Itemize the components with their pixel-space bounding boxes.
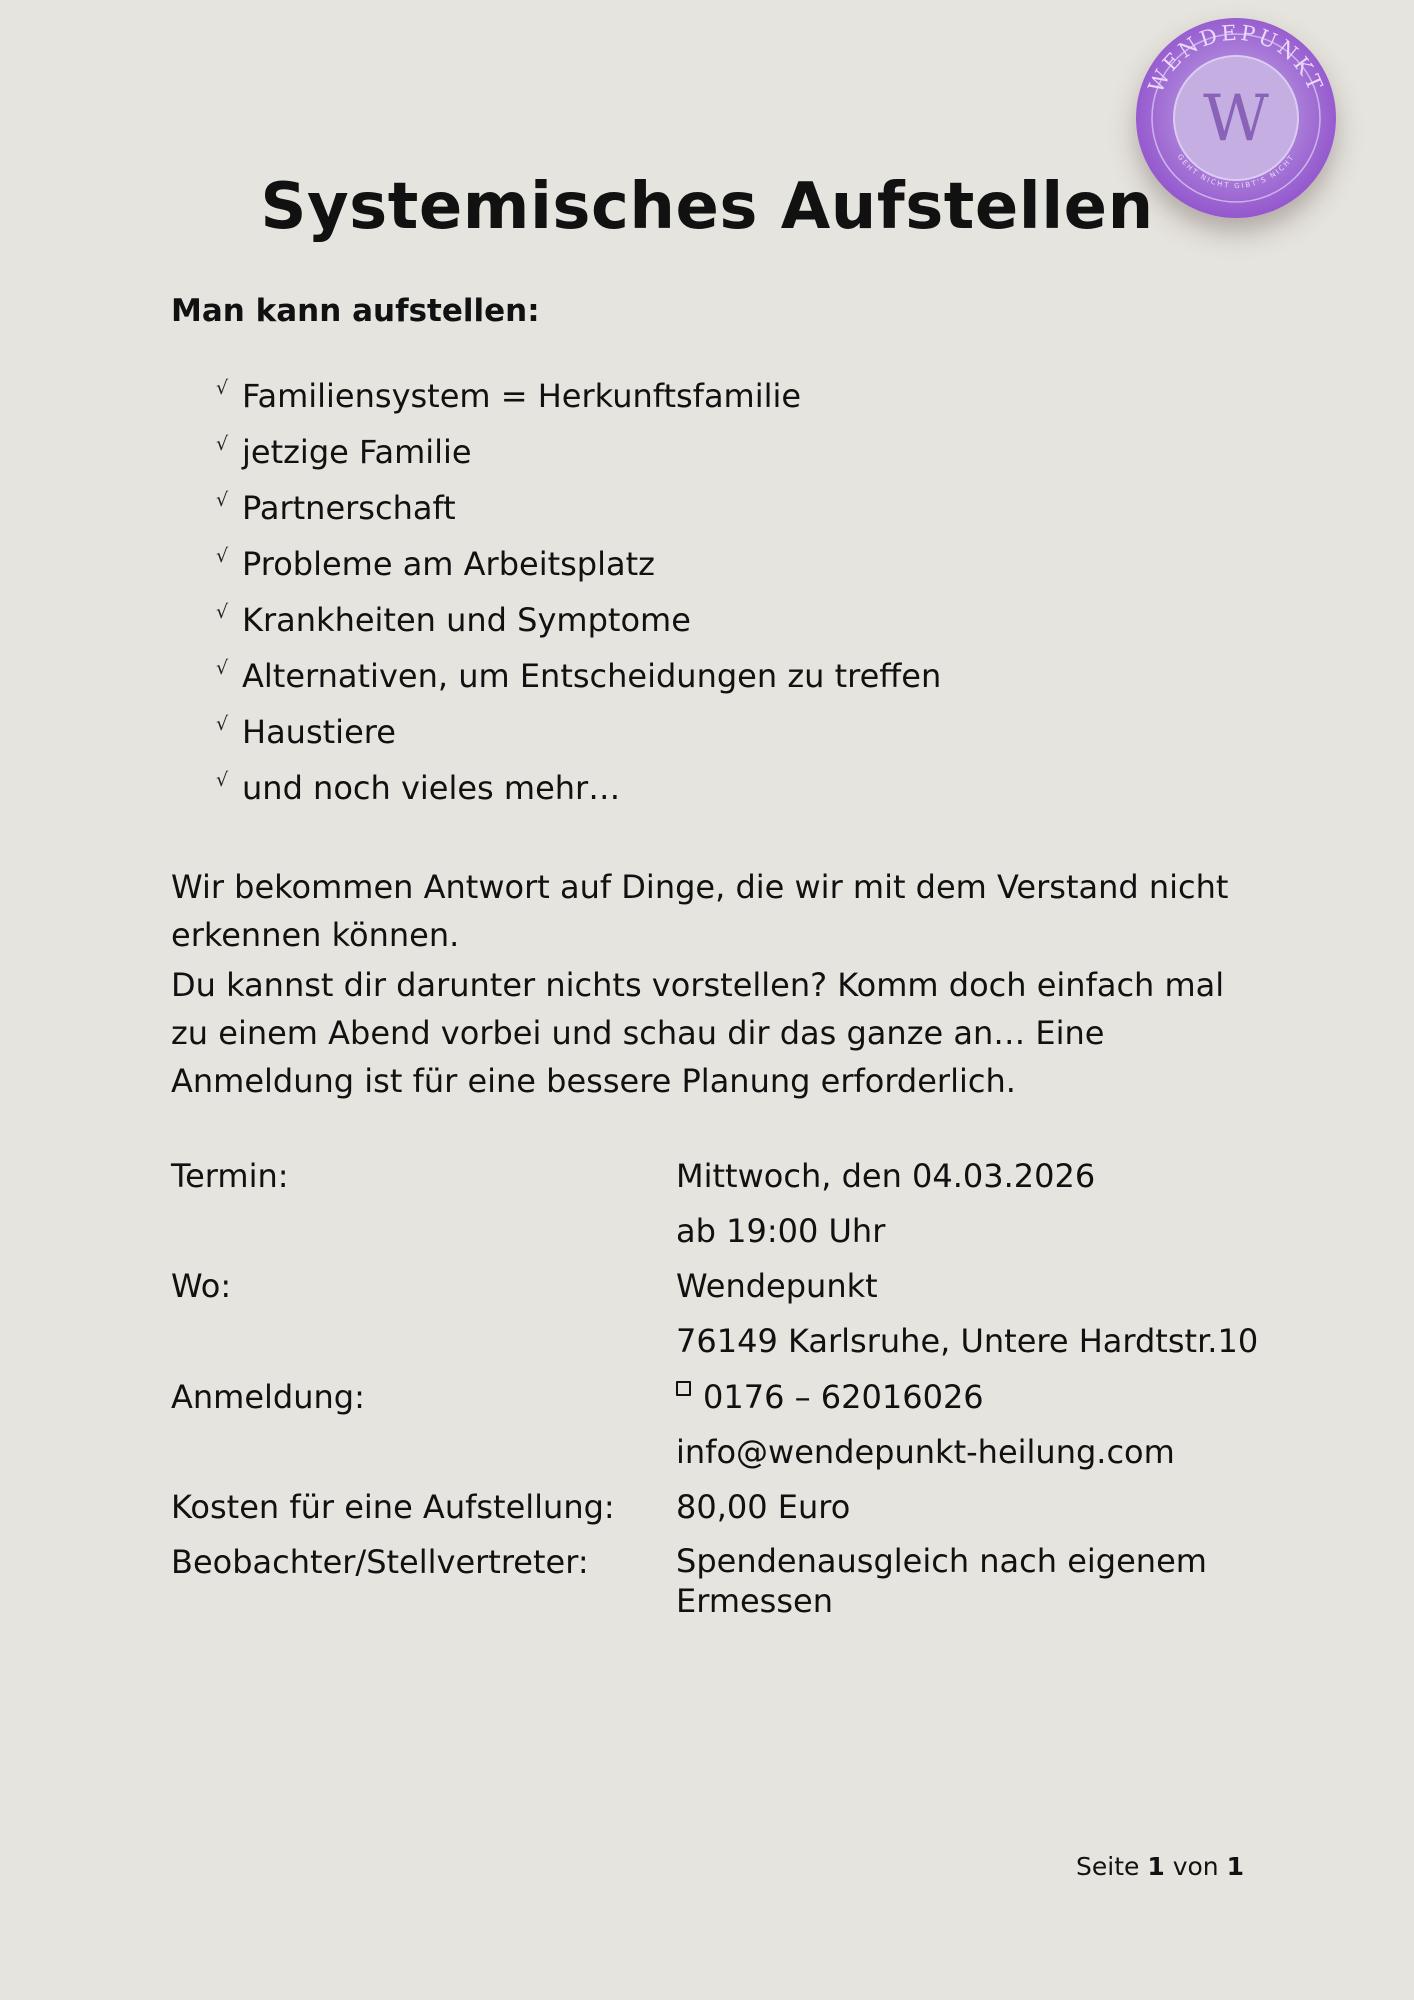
venue-address: 76149 Karlsruhe, Untere Hardtstr.10: [676, 1322, 1259, 1360]
check-icon: √: [216, 601, 229, 623]
list-item-text: Krankheiten und Symptome: [242, 601, 691, 639]
check-icon: √: [216, 377, 229, 399]
list-item: [216, 765, 941, 821]
list-item: [216, 485, 941, 541]
beobachter-label: Beobachter/Stellvertreter:: [171, 1543, 589, 1581]
termin-label: Termin:: [171, 1157, 289, 1195]
beobachter-text: Spendenausgleich nach eigenem Ermessen: [676, 1542, 1207, 1620]
intro-heading: Man kann aufstellen:: [171, 293, 540, 329]
venue-name: Wendepunkt: [676, 1267, 878, 1305]
termin-value: [676, 1155, 1256, 1265]
phone-line: [676, 1376, 1256, 1431]
list-item-text: Alternativen, um Entscheidungen zu treffen: [242, 657, 942, 695]
page-number: 1: [1147, 1852, 1165, 1881]
termin-date: Mittwoch, den 04.03.2026: [676, 1157, 1096, 1195]
page-title: Systemisches Aufstellen: [260, 170, 1154, 244]
check-icon: √: [216, 433, 229, 455]
topic-list: [216, 373, 941, 821]
list-item: [216, 429, 941, 485]
check-icon: √: [216, 769, 229, 791]
list-item: [216, 653, 941, 709]
list-item-text: Haustiere: [242, 713, 396, 751]
check-icon: √: [216, 657, 229, 679]
paragraph-answer: Wir bekommen Antwort auf Dinge, die wir mit dem Verstand nicht erkennen können.: [171, 868, 1229, 954]
list-item-text: Probleme am Arbeitsplatz: [242, 545, 655, 583]
page-total: 1: [1226, 1852, 1244, 1881]
check-icon: √: [216, 489, 229, 511]
list-item: [216, 709, 941, 765]
list-item-text: Partnerschaft: [242, 489, 456, 527]
of-word: von: [1172, 1852, 1219, 1881]
kosten-value: [676, 1486, 1256, 1528]
logo-sub-text: GEHT NICHT GIBT'S NICHT: [1175, 152, 1297, 191]
kosten-amount: 80,00 Euro: [676, 1488, 851, 1526]
anmeldung-label: Anmeldung:: [171, 1378, 365, 1416]
kosten-label: Kosten für eine Aufstellung:: [171, 1488, 615, 1526]
beobachter-value: [676, 1541, 1256, 1621]
logo-letter: W: [1203, 82, 1269, 156]
anmeldung-value: [676, 1376, 1256, 1486]
list-item-text: und noch vieles mehr…: [242, 769, 621, 807]
list-item: [216, 541, 941, 597]
phone-icon: [676, 1381, 691, 1396]
page-word: Seite: [1076, 1852, 1140, 1881]
logo-ring-text: WENDEPUNKT: [1143, 20, 1329, 97]
list-item-text: Familiensystem = Herkunftsfamilie: [242, 377, 802, 415]
page-footer: [1076, 1851, 1244, 1883]
list-item-text: jetzige Familie: [242, 433, 472, 471]
wo-label: Wo:: [171, 1267, 232, 1305]
check-icon: √: [216, 545, 229, 567]
list-item: [216, 597, 941, 653]
termin-time: ab 19:00 Uhr: [676, 1212, 886, 1250]
wo-value: [676, 1265, 1259, 1375]
email-address: info@wendepunkt-heilung.com: [676, 1433, 1175, 1471]
paragraph-invitation: Du kannst dir darunter nichts vorstellen? Komm doch einfach mal zu einem Abend vorbei und schau dir das ganze an… Eine Anmeldung ist für eine bessere Planung erforderlich.: [171, 966, 1225, 1100]
list-item: [216, 373, 941, 429]
phone-number: 0176 – 62016026: [703, 1378, 984, 1416]
check-icon: √: [216, 713, 229, 735]
